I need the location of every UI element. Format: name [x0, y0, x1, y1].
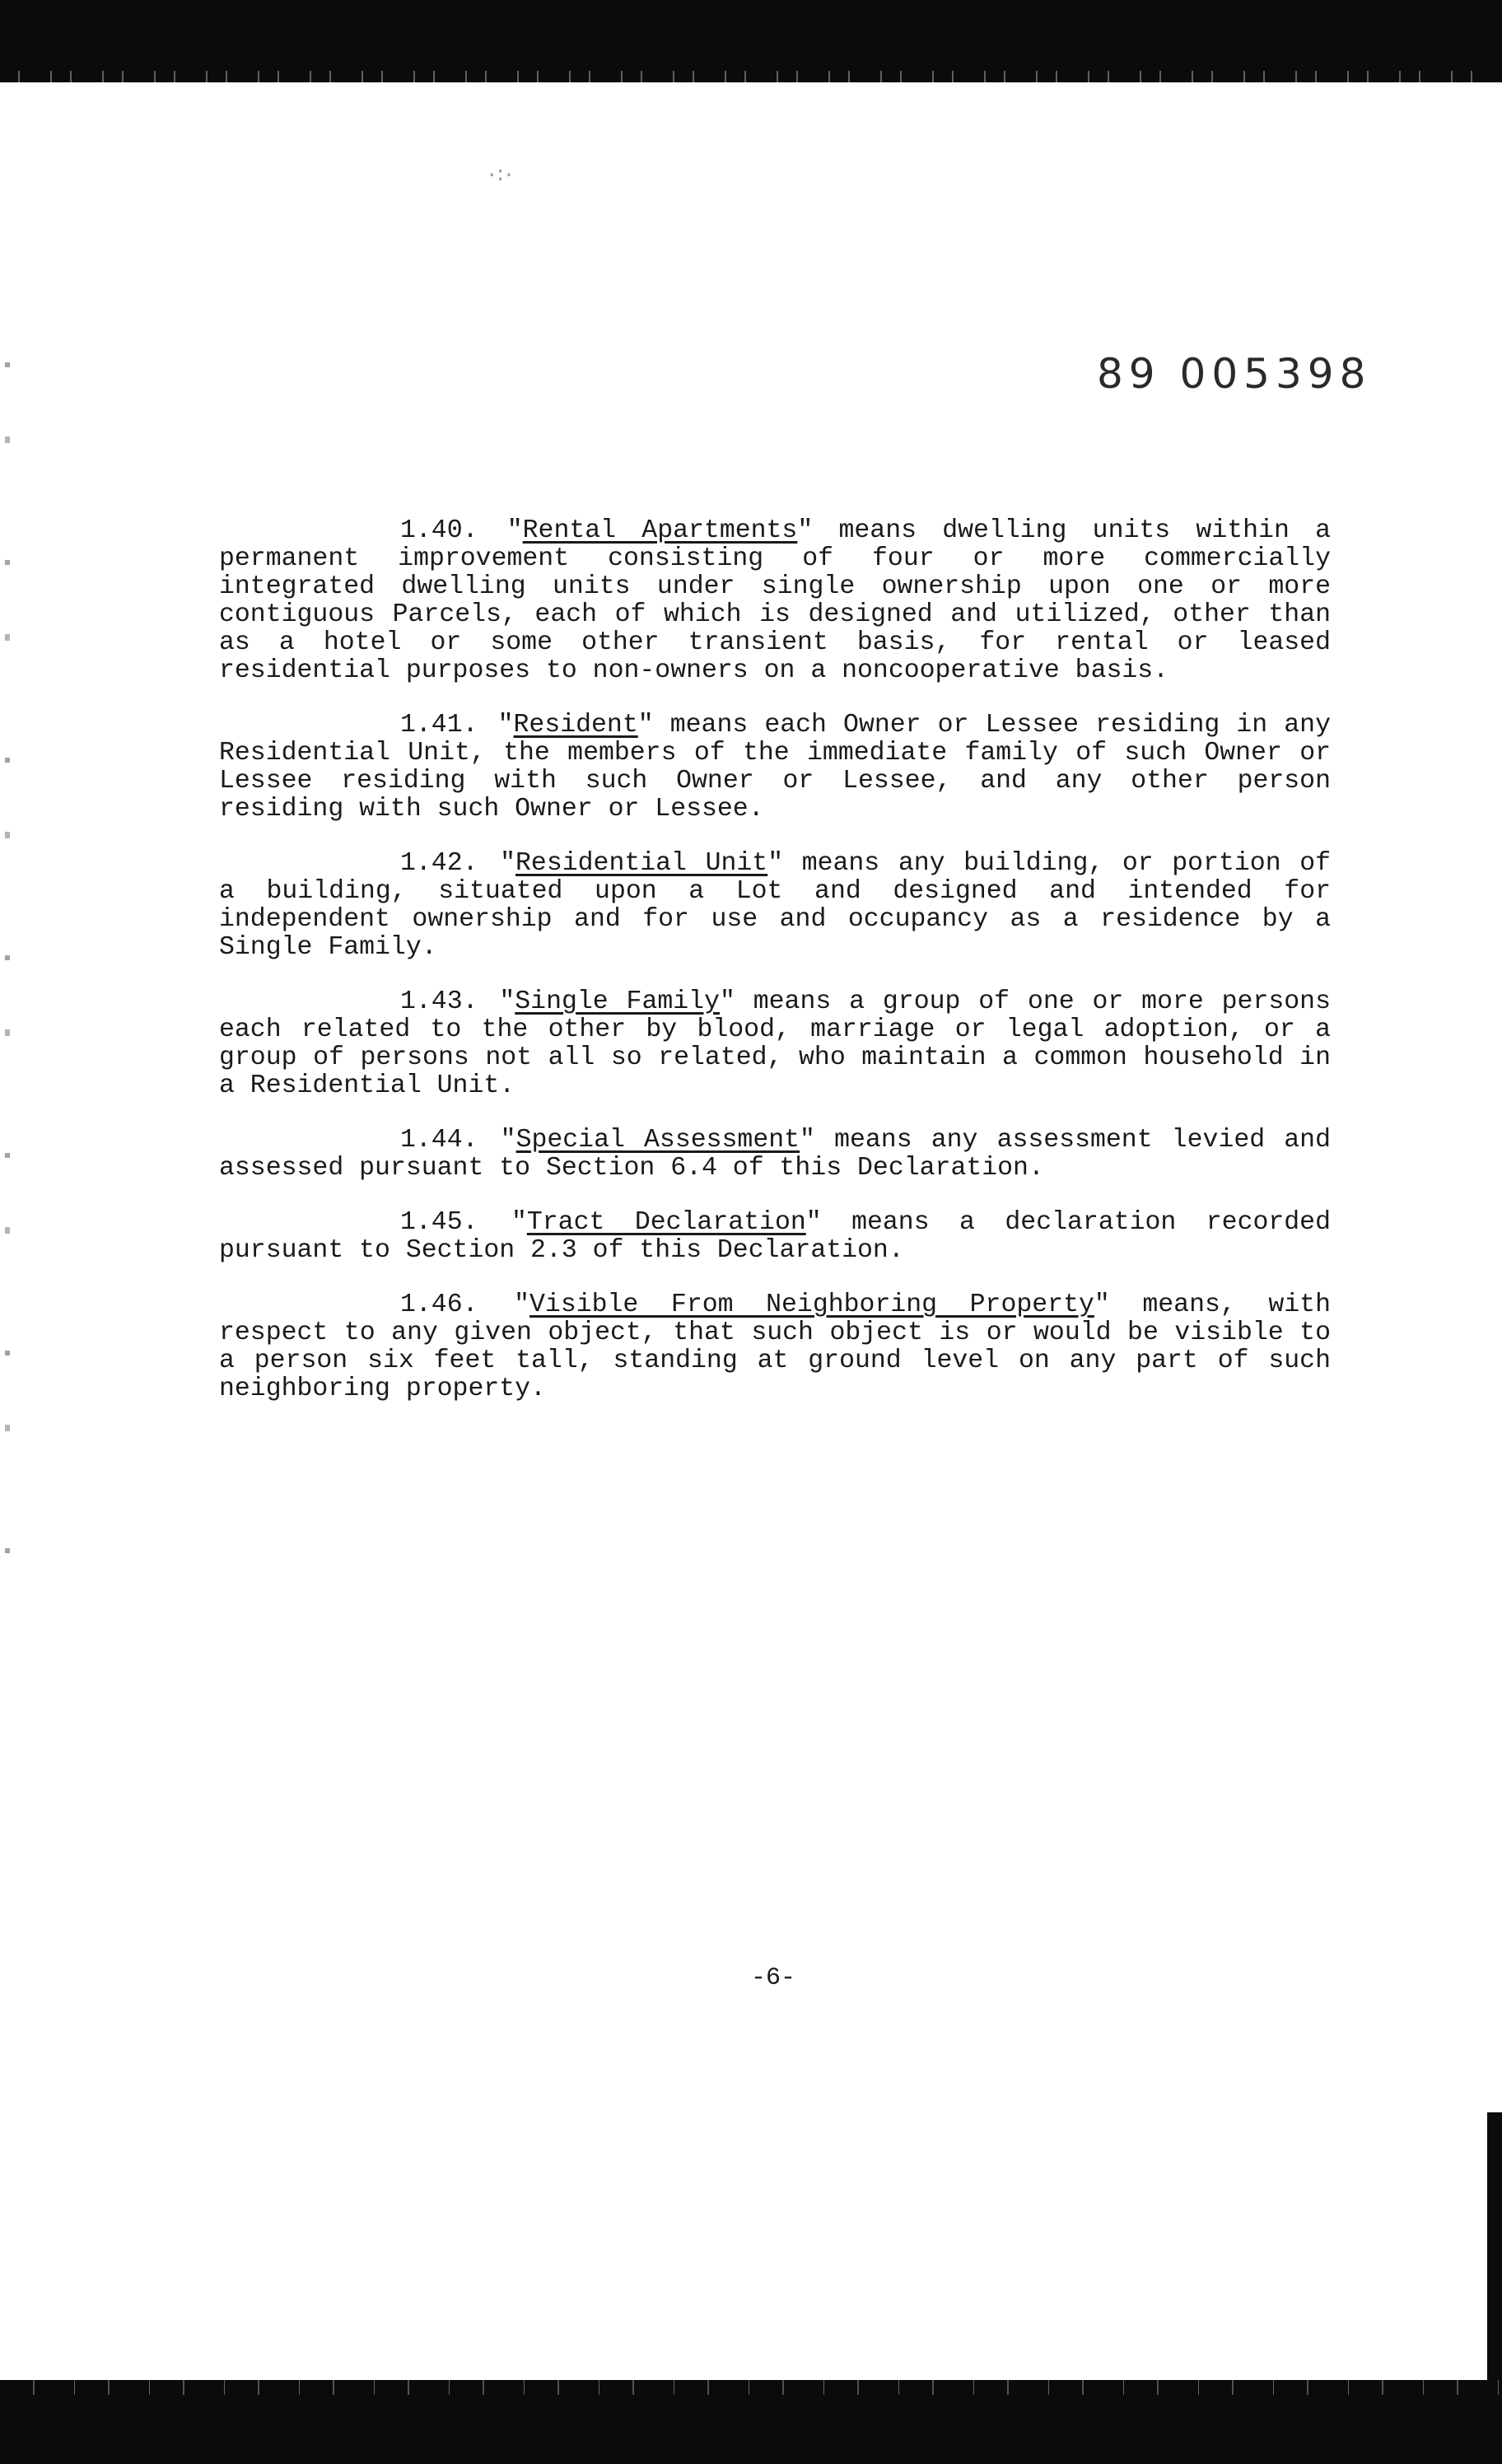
definition-text: " means, with respect to any given object, that such object is or would be visible to a person six feet tall, standing at ground level on any part of such neighboring property.	[219, 1290, 1331, 1403]
scan-border-bottom	[0, 2380, 1502, 2464]
defined-term: Special Assessment	[515, 1126, 800, 1155]
definition-number: 1.44.	[400, 1126, 478, 1155]
defined-term: Rental Apartments	[522, 516, 798, 545]
definition-number: 1.45.	[400, 1208, 478, 1237]
defined-term: Resident	[513, 711, 638, 740]
definition-1-44: 1.44. "Special Assessment" means any assessment levied and assessed pursuant to Section 6.4 of this Declaration.	[219, 1126, 1331, 1183]
defined-term: Single Family	[515, 987, 720, 1016]
definition-text: " means dwelling units within a permanent improvement consisting of four or more commercially integrated dwelling units under single ownership upon one or more contiguous Parcels, each of which is designed and utilized, other than as a hotel or some other transient basis, for rental or leased residential purposes to non-owners on a noncooperative basis.	[219, 516, 1331, 685]
page-number: -6-	[751, 1964, 796, 1992]
ink-smudge: ·:·	[486, 165, 512, 187]
definition-1-43: 1.43. "Single Family" means a group of one or more persons each related to the other by blood, marriage or legal adoption, or a group of persons not all so related, who maintain a common household in a Residential Unit.	[219, 987, 1331, 1100]
definition-text: " means each Owner or Lessee residing in any Residential Unit, the members of the immediate family of such Owner or Lessee residing with such Owner or Lessee, and any other person residing with such Owner or Lessee.	[219, 711, 1331, 824]
definition-number: 1.42.	[400, 849, 478, 878]
definition-text: " means a declaration recorded pursuant to Section 2.3 of this Declaration.	[219, 1208, 1331, 1265]
definition-1-42: 1.42. "Residential Unit" means any building, or portion of a building, situated upon a Lot and designed and intended for independent ownership and for use and occupancy as a residence by a Single Family.	[219, 849, 1332, 962]
defined-term: Visible From Neighboring Property	[529, 1290, 1094, 1319]
definition-1-41: 1.41. "Resident" means each Owner or Lessee residing in any Residential Unit, the members of the immediate family of such Owner or Lessee residing with such Owner or Lessee, and any other person residing with such Owner or Lessee.	[219, 711, 1331, 824]
definition-number: 1.41.	[400, 711, 478, 740]
defined-term: Residential Unit	[515, 849, 768, 878]
definition-text: " means any assessment levied and assessed pursuant to Section 6.4 of this Declaration.	[219, 1126, 1331, 1183]
scan-border-right	[1487, 2112, 1502, 2384]
scan-border-top	[0, 0, 1502, 82]
definition-number: 1.40.	[400, 516, 478, 545]
definition-number: 1.43.	[400, 987, 478, 1016]
recording-number: 89 005398	[1097, 350, 1372, 398]
definition-1-45: 1.45. "Tract Declaration" means a declaration recorded pursuant to Section 2.3 of this Declaration.	[219, 1208, 1331, 1265]
scan-edge-specks	[5, 313, 10, 1565]
definition-1-40: 1.40. "Rental Apartments" means dwelling units within a permanent improvement consisting of four or more commercially integrated dwelling units under single ownership upon one or more contiguous Parcels, each of which is designed and utilized, other than as a hotel or some other transient basis, for rental or leased residential purposes to non-owners on a noncooperative basis.	[219, 516, 1331, 685]
definition-number: 1.46.	[400, 1290, 478, 1319]
definition-text: " means any building, or portion of a building, situated upon a Lot and designed and intended for independent ownership and for use and occupancy as a residence by a Single Family.	[219, 849, 1332, 962]
definition-text: " means a group of one or more persons each related to the other by blood, marriage or legal adoption, or a group of persons not all so related, who maintain a common household in a Residential Unit.	[219, 987, 1331, 1100]
definition-1-46: 1.46. "Visible From Neighboring Property" means, with respect to any given object, that such object is or would be visible to a person six feet tall, standing at ground level on any part of such neighboring property.	[219, 1290, 1331, 1403]
defined-term: Tract Declaration	[526, 1208, 806, 1237]
document-body	[219, 517, 1331, 1430]
